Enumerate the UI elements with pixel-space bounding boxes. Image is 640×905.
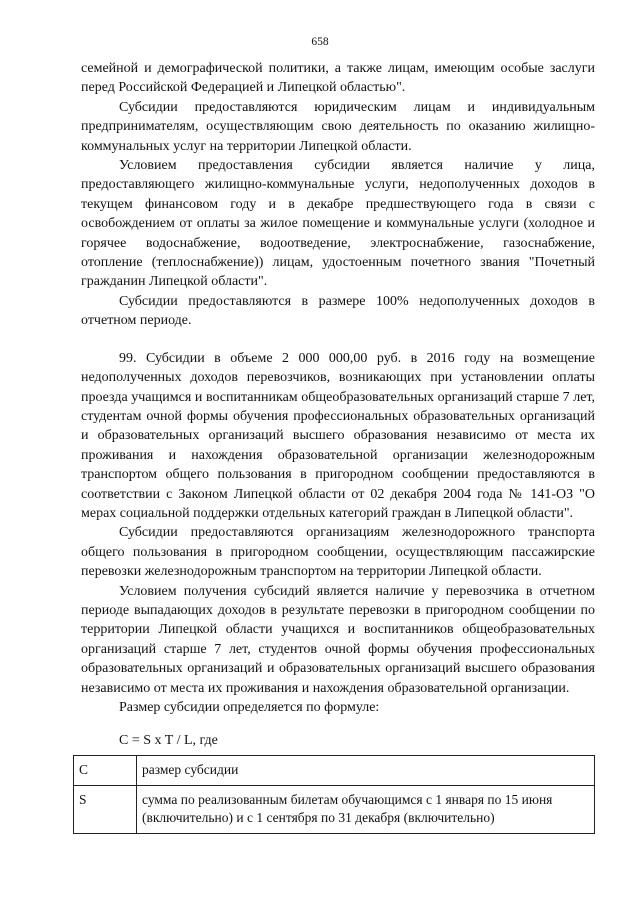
definition-symbol: S [74, 786, 137, 834]
definitions-table [73, 755, 595, 834]
paragraph: семейной и демографической политики, а также лицам, имеющим особые заслуги перед Российской Федерацией и Липецкой областью". [81, 61, 595, 96]
paragraph: Субсидии предоставляются организациям железнодорожного транспорта общего пользования в пригородном сообщении, осуществляющим пассажирские перевозки железнодорожным транспортом на территории Липецкой области. [81, 525, 595, 580]
definition-description: сумма по реализованным билетам обучающимся с 1 января по 15 июня (включительно) и с 1 сентября по 31 декабря (включительно) [137, 786, 595, 834]
table-row [74, 756, 595, 786]
paragraph-item-99: 99. Субсидии в объеме 2 000 000,00 руб. в 2016 году на возмещение недополученных доходов перевозчиков, возникающих при установлении оплаты проезда учащимся и воспитанникам общеобразовательных организаций старше 7 лет, студентам очной формы обучения профессиональных образовательных организаций и образовательных организаций высшего образования независимо от места их проживания и нахождения образовательной организации железнодорожным транспортом общего пользования в пригородном сообщении предоставляются в соответствии с Законом Липецкой области от 02 декабря 2004 года № 141-ОЗ "О мерах социальной поддержки отдельных категорий граждан в Липецкой области". [81, 350, 595, 521]
paragraph: Субсидии предоставляются юридическим лицам и индивидуальным предпринимателям, осуществляющим свою деятельность по оказанию жилищно-коммунальных услуг на территории Липецкой области. [81, 99, 595, 154]
table-row [74, 786, 595, 834]
paragraph: Размер субсидии определяется по формуле: [119, 700, 380, 715]
paragraph: Условием получения субсидий является наличие у перевозчика в отчетном периоде выпадающих доходов в результате перевозки в пригородном сообщении по территории Липецкой области учащихся и воспитанников общеобразовательных организаций старше 7 лет, студентов очной формы обучения профессиональных образовательных организаций и образовательных организаций высшего образования независимо от места их проживания и нахождения образовательной организации. [81, 583, 595, 696]
formula-gap [81, 717, 595, 731]
definition-description: размер субсидии [137, 756, 595, 786]
page-number: 658 [311, 36, 329, 48]
section-gap [81, 331, 595, 349]
paragraph: Условием предоставления субсидии является наличие у лица, предоставляющего жилищно-коммунальные услуги, недополученных доходов в текущем финансовом году и в декабре предшествующего года в связи с освобождением от оплаты за жилое помещение и коммунальные услуги (холодное и горячее водоснабжение, водоотведение, электроснабжение, газоснабжение, отопление (теплоснабжение)) лицам, удостоенным почетного звания "Почетный гражданин Липецкой области". [81, 158, 595, 290]
definition-symbol: C [74, 756, 137, 786]
paragraph: Субсидии предоставляются в размере 100% недополученных доходов в отчетном периоде. [81, 293, 595, 329]
formula: C = S x T / L, где [119, 733, 218, 749]
document-body [81, 59, 595, 751]
